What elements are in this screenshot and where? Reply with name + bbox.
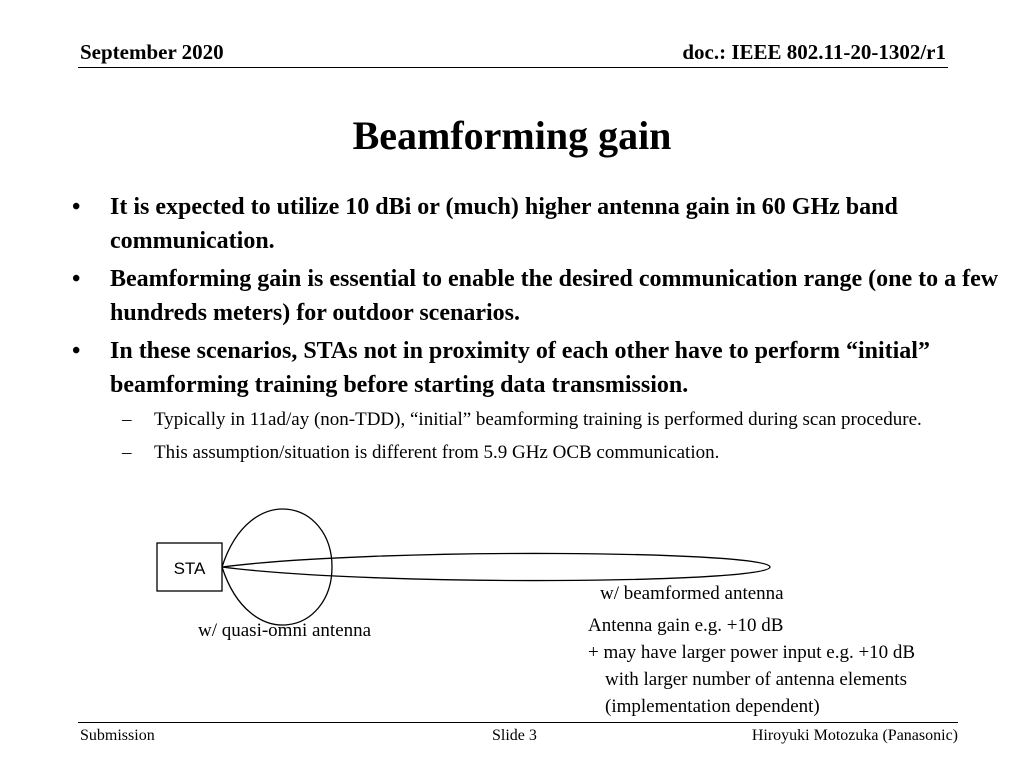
gain-note-line: + may have larger power input e.g. +10 dB [588,642,916,663]
bullet-text: It is expected to utilize 10 dBi or (much) higher antenna gain in 60 GHz band communication. [110,194,898,254]
quasi-omni-antenna-label: w/ quasi-omni antenna [198,620,372,641]
bullet-marker: • [72,194,81,220]
header-doc-id: doc.: IEEE 802.11-20-1302/r1 [682,40,946,64]
sta-label: STA [173,559,206,578]
footer-author: Hiroyuki Motozuka (Panasonic) [751,727,958,744]
bullet-marker: • [72,266,81,292]
footer-divider [78,722,958,723]
sub-bullet-marker: – [122,409,132,430]
bullet-text: Beamforming gain is essential to enable the desired communication range (one to a few hundreds meters) for outdoor scenarios. [110,266,999,326]
bullet-marker: • [72,338,81,364]
sub-bullet-text: This assumption/situation is different from 5.9 GHz OCB communication. [154,442,720,463]
footer-submission: Submission [80,727,155,744]
header-date: September 2020 [80,40,224,64]
sub-bullet-text: Typically in 11ad/ay (non-TDD), “initial” beamforming training is performed during scan procedure. [154,409,922,430]
sub-bullet-marker: – [122,442,132,463]
footer-slide-number: Slide 3 [492,727,537,744]
gain-note-line: Antenna gain e.g. +10 dB [588,615,784,636]
bullet-text: In these scenarios, STAs not in proximity of each other have to perform “initial” beamforming training before starting data transmission. [110,338,930,398]
beamformed-antenna-label: w/ beamformed antenna [600,583,784,604]
slide-title: Beamforming gain [352,113,672,158]
gain-note-line: (implementation dependent) [605,696,820,717]
beamformed-lobe [222,553,770,580]
quasi-omni-lobe [222,509,332,625]
gain-note-line: with larger number of antenna elements [605,669,907,690]
